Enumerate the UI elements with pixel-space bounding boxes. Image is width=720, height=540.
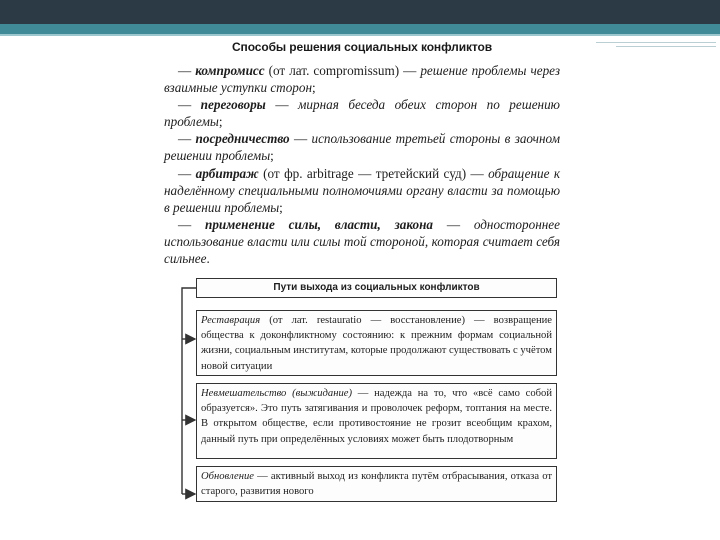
slide-header-accent: [0, 24, 720, 34]
diagram-title: Пути выхода из социальных конфликтов: [196, 278, 557, 298]
page-title: Способы решения социальных конфликтов: [231, 40, 493, 54]
method-item: — компромисс (от лат. compromissum) — решение проблемы через взаимные уступки сторон;: [164, 63, 561, 96]
way-restoration-box: Реставрация (от лат. restauratio — восстановление) — возвращение общества к доконфликтному состоянию: к прежним формам социальной жизни, социальным институтам, которые продолжают существовать с учётом новой ситуации: [196, 310, 557, 376]
slide-header-bar: [0, 0, 720, 24]
method-item: — арбитраж (от фр. arbitrage — третейский суд) — обращение к наделённому специальными полномочиями органу власти за помощью в решении проблемы;: [164, 165, 560, 215]
method-item: — посредничество — использование третьей стороны в заочном решении проблемы;: [164, 131, 561, 164]
method-item: — применение силы, власти, закона — одностороннее использование власти или силы той стороной, которая считает себя сильнее.: [164, 216, 560, 267]
way-non-intervention-box: Невмешательство (выжидание) — надежда на то, что «всё само собой образуется». Это путь затягивания и проволочек реформ, топтания на месте. В открытом обществе, если противостояние не грозит всеобщим крахом, данный путь при определённых условиях может быть плодотворным: [196, 383, 557, 459]
slide-header-line: [0, 34, 720, 36]
method-item: — переговоры — мирная беседа обеих сторон по решению проблемы;: [164, 97, 560, 130]
corner-decoration: [596, 40, 716, 50]
way-renewal-box: Обновление — активный выход из конфликта путём отбрасывания, отказа от старого, развития нового: [196, 466, 557, 502]
scanned-page: [160, 40, 564, 528]
